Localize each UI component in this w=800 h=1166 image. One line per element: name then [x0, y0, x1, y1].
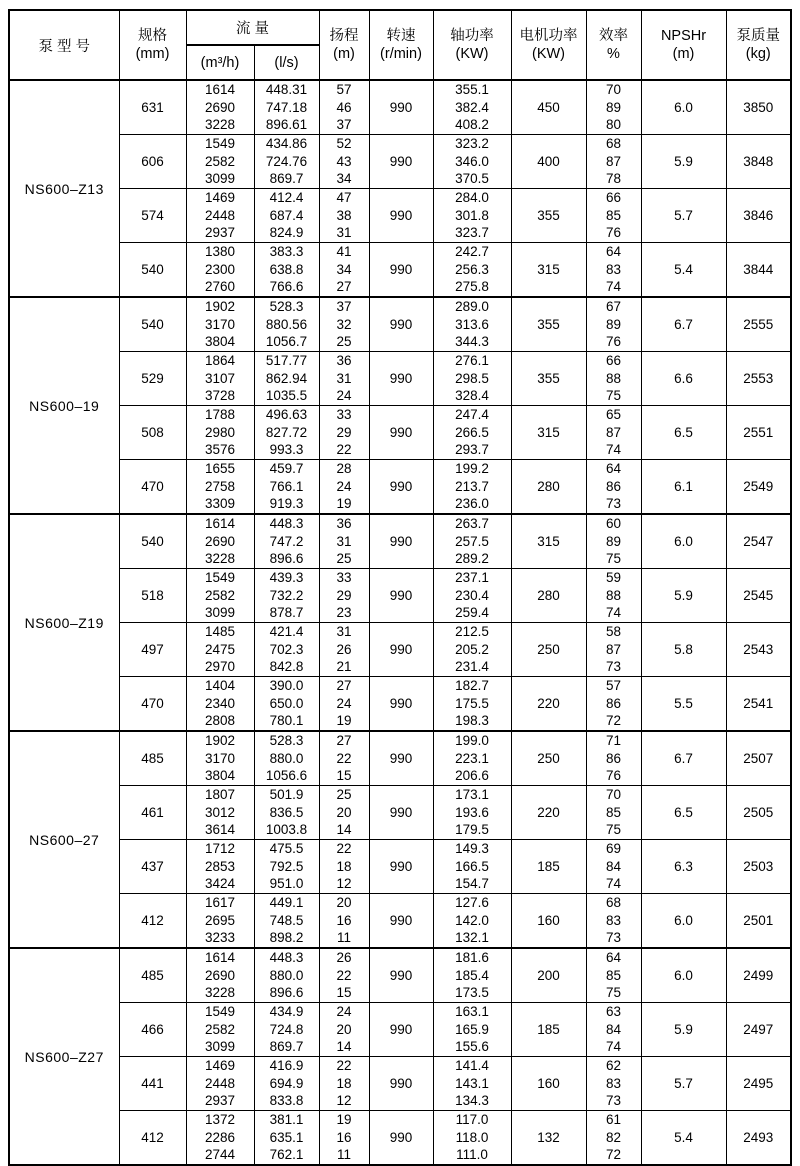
- flow-ls-values: 421.4 702.3 842.8: [254, 623, 319, 677]
- col-header-head-label: 扬程: [329, 28, 359, 44]
- col-header-speed-unit: (r/min): [380, 46, 422, 62]
- mass-value: 3844: [726, 243, 791, 298]
- spec-value: 529: [119, 352, 186, 406]
- spec-row: [9, 840, 791, 894]
- motor-power-value: 280: [511, 460, 586, 515]
- table-header: [9, 10, 791, 80]
- flow-ls-values: 383.3 638.8 766.6: [254, 243, 319, 298]
- pump-model-name: NS600–Z19: [9, 514, 119, 731]
- flow-ls-values: 448.3 747.2 896.6: [254, 514, 319, 569]
- col-header-spec-unit: (mm): [135, 46, 170, 62]
- flow-m3h-values: 1807 3012 3614: [186, 786, 254, 840]
- speed-value: 990: [369, 1057, 433, 1111]
- shaft-power-values: 289.0 313.6 344.3: [433, 297, 511, 352]
- spec-row: [9, 569, 791, 623]
- mass-value: 2505: [726, 786, 791, 840]
- shaft-power-values: 276.1 298.5 328.4: [433, 352, 511, 406]
- col-header-npshr-unit: (m): [672, 46, 695, 62]
- head-values: 41 34 27: [319, 243, 369, 298]
- spec-row: [9, 677, 791, 732]
- motor-power-value: 400: [511, 135, 586, 189]
- shaft-power-values: 141.4 143.1 134.3: [433, 1057, 511, 1111]
- spec-row: [9, 460, 791, 515]
- spec-row: [9, 1003, 791, 1057]
- efficiency-values: 63 84 74: [586, 1003, 641, 1057]
- shaft-power-values: 181.6 185.4 173.5: [433, 948, 511, 1003]
- motor-power-value: 185: [511, 1003, 586, 1057]
- shaft-power-values: 212.5 205.2 231.4: [433, 623, 511, 677]
- mass-value: 2547: [726, 514, 791, 569]
- spec-row: [9, 623, 791, 677]
- col-header-motor-power: [511, 10, 586, 80]
- speed-value: 990: [369, 948, 433, 1003]
- efficiency-values: 70 85 75: [586, 786, 641, 840]
- npshr-value: 5.4: [641, 243, 726, 298]
- head-values: 37 32 25: [319, 297, 369, 352]
- spec-row: [9, 786, 791, 840]
- mass-value: 2551: [726, 406, 791, 460]
- efficiency-values: 62 83 73: [586, 1057, 641, 1111]
- col-header-mass-unit: (kg): [745, 46, 771, 62]
- col-header-spec-label: 规格: [138, 28, 167, 44]
- spec-row: [9, 80, 791, 135]
- head-values: 27 22 15: [319, 731, 369, 786]
- motor-power-value: 355: [511, 352, 586, 406]
- npshr-value: 6.7: [641, 731, 726, 786]
- efficiency-values: 57 86 72: [586, 677, 641, 732]
- spec-row: [9, 514, 791, 569]
- npshr-value: 5.9: [641, 1003, 726, 1057]
- shaft-power-values: 247.4 266.5 293.7: [433, 406, 511, 460]
- col-header-speed-label: 转速: [386, 28, 416, 44]
- col-header-speed: [369, 10, 433, 80]
- flow-m3h-values: 1380 2300 2760: [186, 243, 254, 298]
- speed-value: 990: [369, 514, 433, 569]
- flow-ls-values: 528.3 880.56 1056.7: [254, 297, 319, 352]
- flow-m3h-values: 1788 2980 3576: [186, 406, 254, 460]
- flow-ls-values: 517.77 862.94 1035.5: [254, 352, 319, 406]
- flow-ls-values: 381.1 635.1 762.1: [254, 1111, 319, 1166]
- efficiency-values: 60 89 75: [586, 514, 641, 569]
- motor-power-value: 132: [511, 1111, 586, 1166]
- mass-value: 2543: [726, 623, 791, 677]
- flow-ls-values: 496.63 827.72 993.3: [254, 406, 319, 460]
- efficiency-values: 70 89 80: [586, 80, 641, 135]
- spec-row: [9, 352, 791, 406]
- mass-value: 2541: [726, 677, 791, 732]
- head-values: 24 20 14: [319, 1003, 369, 1057]
- motor-power-value: 315: [511, 406, 586, 460]
- efficiency-values: 67 89 76: [586, 297, 641, 352]
- npshr-value: 6.0: [641, 80, 726, 135]
- head-values: 36 31 24: [319, 352, 369, 406]
- pump-table-body: [9, 80, 791, 1165]
- npshr-value: 5.7: [641, 189, 726, 243]
- motor-power-value: 250: [511, 731, 586, 786]
- mass-value: 3846: [726, 189, 791, 243]
- mass-value: 2495: [726, 1057, 791, 1111]
- mass-value: 3850: [726, 80, 791, 135]
- efficiency-values: 65 87 74: [586, 406, 641, 460]
- spec-value: 540: [119, 514, 186, 569]
- speed-value: 990: [369, 189, 433, 243]
- speed-value: 990: [369, 135, 433, 189]
- shaft-power-values: 127.6 142.0 132.1: [433, 894, 511, 949]
- head-values: 52 43 34: [319, 135, 369, 189]
- motor-power-value: 450: [511, 80, 586, 135]
- spec-row: [9, 731, 791, 786]
- npshr-value: 6.5: [641, 786, 726, 840]
- motor-power-value: 355: [511, 297, 586, 352]
- speed-value: 990: [369, 406, 433, 460]
- flow-m3h-values: 1617 2695 3233: [186, 894, 254, 949]
- spec-row: [9, 297, 791, 352]
- flow-m3h-values: 1614 2690 3228: [186, 948, 254, 1003]
- mass-value: 2501: [726, 894, 791, 949]
- shaft-power-values: 355.1 382.4 408.2: [433, 80, 511, 135]
- npshr-value: 5.5: [641, 677, 726, 732]
- col-header-mass: [726, 10, 791, 80]
- spec-value: 631: [119, 80, 186, 135]
- flow-ls-values: 475.5 792.5 951.0: [254, 840, 319, 894]
- npshr-value: 5.4: [641, 1111, 726, 1166]
- speed-value: 990: [369, 1003, 433, 1057]
- flow-ls-values: 390.0 650.0 780.1: [254, 677, 319, 732]
- flow-m3h-values: 1902 3170 3804: [186, 297, 254, 352]
- spec-value: 508: [119, 406, 186, 460]
- npshr-value: 6.1: [641, 460, 726, 515]
- speed-value: 990: [369, 460, 433, 515]
- col-header-shaft-power-label: 轴功率: [450, 28, 494, 44]
- spec-value: 470: [119, 677, 186, 732]
- shaft-power-values: 242.7 256.3 275.8: [433, 243, 511, 298]
- spec-row: [9, 243, 791, 298]
- flow-ls-values: 501.9 836.5 1003.8: [254, 786, 319, 840]
- col-header-mass-label: 泵质量: [736, 28, 780, 44]
- mass-value: 2555: [726, 297, 791, 352]
- pump-model-name: NS600–Z13: [9, 80, 119, 297]
- flow-ls-values: 448.31 747.18 896.61: [254, 80, 319, 135]
- shaft-power-values: 149.3 166.5 154.7: [433, 840, 511, 894]
- npshr-value: 6.6: [641, 352, 726, 406]
- flow-m3h-values: 1614 2690 3228: [186, 80, 254, 135]
- pump-model-name: NS600–27: [9, 731, 119, 948]
- col-header-head: [319, 10, 369, 80]
- flow-m3h-values: 1712 2853 3424: [186, 840, 254, 894]
- flow-ls-values: 439.3 732.2 878.7: [254, 569, 319, 623]
- efficiency-values: 69 84 74: [586, 840, 641, 894]
- flow-m3h-values: 1549 2582 3099: [186, 1003, 254, 1057]
- speed-value: 990: [369, 569, 433, 623]
- shaft-power-values: 182.7 175.5 198.3: [433, 677, 511, 732]
- head-values: 22 18 12: [319, 840, 369, 894]
- flow-m3h-values: 1469 2448 2937: [186, 1057, 254, 1111]
- spec-row: [9, 406, 791, 460]
- flow-m3h-values: 1614 2690 3228: [186, 514, 254, 569]
- spec-value: 606: [119, 135, 186, 189]
- shaft-power-values: 263.7 257.5 289.2: [433, 514, 511, 569]
- shaft-power-values: 199.0 223.1 206.6: [433, 731, 511, 786]
- efficiency-values: 59 88 74: [586, 569, 641, 623]
- flow-ls-values: 449.1 748.5 898.2: [254, 894, 319, 949]
- mass-value: 2503: [726, 840, 791, 894]
- flow-m3h-values: 1404 2340 2808: [186, 677, 254, 732]
- flow-ls-values: 448.3 880.0 896.6: [254, 948, 319, 1003]
- shaft-power-values: 284.0 301.8 323.7: [433, 189, 511, 243]
- pump-model-name: NS600–Z27: [9, 948, 119, 1165]
- spec-value: 470: [119, 460, 186, 515]
- mass-value: 3848: [726, 135, 791, 189]
- head-values: 26 22 15: [319, 948, 369, 1003]
- flow-m3h-values: 1372 2286 2744: [186, 1111, 254, 1166]
- speed-value: 990: [369, 677, 433, 732]
- spec-row: [9, 189, 791, 243]
- speed-value: 990: [369, 243, 433, 298]
- col-header-flow-ls: (l/s): [254, 45, 319, 80]
- col-header-flow: 流 量: [186, 10, 319, 45]
- motor-power-value: 315: [511, 514, 586, 569]
- col-header-efficiency: [586, 10, 641, 80]
- head-values: 20 16 11: [319, 894, 369, 949]
- spec-value: 412: [119, 1111, 186, 1166]
- speed-value: 990: [369, 297, 433, 352]
- spec-value: 466: [119, 1003, 186, 1057]
- efficiency-values: 66 88 75: [586, 352, 641, 406]
- flow-ls-values: 459.7 766.1 919.3: [254, 460, 319, 515]
- npshr-value: 6.0: [641, 514, 726, 569]
- motor-power-value: 200: [511, 948, 586, 1003]
- spec-value: 461: [119, 786, 186, 840]
- col-header-npshr-label: NPSHr: [660, 28, 707, 44]
- flow-m3h-values: 1864 3107 3728: [186, 352, 254, 406]
- efficiency-values: 64 83 74: [586, 243, 641, 298]
- col-header-efficiency-label: 效率: [599, 28, 628, 44]
- spec-value: 540: [119, 243, 186, 298]
- mass-value: 2507: [726, 731, 791, 786]
- speed-value: 990: [369, 840, 433, 894]
- npshr-value: 6.7: [641, 297, 726, 352]
- motor-power-value: 185: [511, 840, 586, 894]
- head-values: 47 38 31: [319, 189, 369, 243]
- head-values: 31 26 21: [319, 623, 369, 677]
- head-values: 22 18 12: [319, 1057, 369, 1111]
- flow-m3h-values: 1549 2582 3099: [186, 569, 254, 623]
- flow-m3h-values: 1485 2475 2970: [186, 623, 254, 677]
- npshr-value: 5.9: [641, 569, 726, 623]
- speed-value: 990: [369, 731, 433, 786]
- shaft-power-values: 117.0 118.0 111.0: [433, 1111, 511, 1166]
- head-values: 25 20 14: [319, 786, 369, 840]
- npshr-value: 6.3: [641, 840, 726, 894]
- flow-m3h-values: 1655 2758 3309: [186, 460, 254, 515]
- flow-ls-values: 412.4 687.4 824.9: [254, 189, 319, 243]
- flow-ls-values: 434.9 724.8 869.7: [254, 1003, 319, 1057]
- flow-m3h-values: 1902 3170 3804: [186, 731, 254, 786]
- col-header-shaft-power: [433, 10, 511, 80]
- speed-value: 990: [369, 80, 433, 135]
- motor-power-value: 220: [511, 786, 586, 840]
- spec-row: [9, 894, 791, 949]
- mass-value: 2499: [726, 948, 791, 1003]
- npshr-value: 5.7: [641, 1057, 726, 1111]
- flow-m3h-values: 1469 2448 2937: [186, 189, 254, 243]
- efficiency-values: 58 87 73: [586, 623, 641, 677]
- flow-m3h-values: 1549 2582 3099: [186, 135, 254, 189]
- efficiency-values: 64 86 73: [586, 460, 641, 515]
- col-header-shaft-power-unit: (KW): [455, 46, 489, 62]
- spec-value: 437: [119, 840, 186, 894]
- head-values: 36 31 25: [319, 514, 369, 569]
- speed-value: 990: [369, 786, 433, 840]
- spec-row: [9, 1111, 791, 1166]
- head-values: 33 29 22: [319, 406, 369, 460]
- motor-power-value: 355: [511, 189, 586, 243]
- shaft-power-values: 173.1 193.6 179.5: [433, 786, 511, 840]
- pump-spec-table: [8, 9, 792, 1166]
- shaft-power-values: 237.1 230.4 259.4: [433, 569, 511, 623]
- spec-value: 540: [119, 297, 186, 352]
- shaft-power-values: 163.1 165.9 155.6: [433, 1003, 511, 1057]
- col-header-npshr: [641, 10, 726, 80]
- spec-value: 485: [119, 731, 186, 786]
- flow-ls-values: 528.3 880.0 1056.6: [254, 731, 319, 786]
- motor-power-value: 280: [511, 569, 586, 623]
- head-values: 57 46 37: [319, 80, 369, 135]
- efficiency-values: 68 87 78: [586, 135, 641, 189]
- col-header-model: 泵 型 号: [9, 10, 119, 80]
- spec-row: [9, 135, 791, 189]
- speed-value: 990: [369, 352, 433, 406]
- efficiency-values: 61 82 72: [586, 1111, 641, 1166]
- speed-value: 990: [369, 894, 433, 949]
- spec-value: 518: [119, 569, 186, 623]
- col-header-motor-power-label: 电机功率: [519, 28, 578, 44]
- head-values: 27 24 19: [319, 677, 369, 732]
- col-header-spec: [119, 10, 186, 80]
- flow-ls-values: 434.86 724.76 869.7: [254, 135, 319, 189]
- mass-value: 2549: [726, 460, 791, 515]
- spec-value: 497: [119, 623, 186, 677]
- col-header-efficiency-unit: %: [607, 46, 620, 62]
- mass-value: 2553: [726, 352, 791, 406]
- efficiency-values: 64 85 75: [586, 948, 641, 1003]
- motor-power-value: 315: [511, 243, 586, 298]
- col-header-head-unit: (m): [333, 46, 355, 62]
- spec-value: 412: [119, 894, 186, 949]
- spec-row: [9, 1057, 791, 1111]
- spec-value: 574: [119, 189, 186, 243]
- head-values: 33 29 23: [319, 569, 369, 623]
- npshr-value: 5.9: [641, 135, 726, 189]
- efficiency-values: 71 86 76: [586, 731, 641, 786]
- efficiency-values: 68 83 73: [586, 894, 641, 949]
- head-values: 19 16 11: [319, 1111, 369, 1166]
- spec-row: [9, 948, 791, 1003]
- mass-value: 2493: [726, 1111, 791, 1166]
- motor-power-value: 160: [511, 1057, 586, 1111]
- spec-value: 441: [119, 1057, 186, 1111]
- efficiency-values: 66 85 76: [586, 189, 641, 243]
- spec-value: 485: [119, 948, 186, 1003]
- speed-value: 990: [369, 1111, 433, 1166]
- mass-value: 2545: [726, 569, 791, 623]
- shaft-power-values: 199.2 213.7 236.0: [433, 460, 511, 515]
- head-values: 28 24 19: [319, 460, 369, 515]
- motor-power-value: 160: [511, 894, 586, 949]
- npshr-value: 6.0: [641, 948, 726, 1003]
- motor-power-value: 220: [511, 677, 586, 732]
- npshr-value: 5.8: [641, 623, 726, 677]
- col-header-flow-m3h: (m³/h): [186, 45, 254, 80]
- shaft-power-values: 323.2 346.0 370.5: [433, 135, 511, 189]
- col-header-motor-power-unit: (KW): [531, 46, 565, 62]
- npshr-value: 6.0: [641, 894, 726, 949]
- flow-ls-values: 416.9 694.9 833.8: [254, 1057, 319, 1111]
- npshr-value: 6.5: [641, 406, 726, 460]
- mass-value: 2497: [726, 1003, 791, 1057]
- pump-model-name: NS600–19: [9, 297, 119, 514]
- motor-power-value: 250: [511, 623, 586, 677]
- speed-value: 990: [369, 623, 433, 677]
